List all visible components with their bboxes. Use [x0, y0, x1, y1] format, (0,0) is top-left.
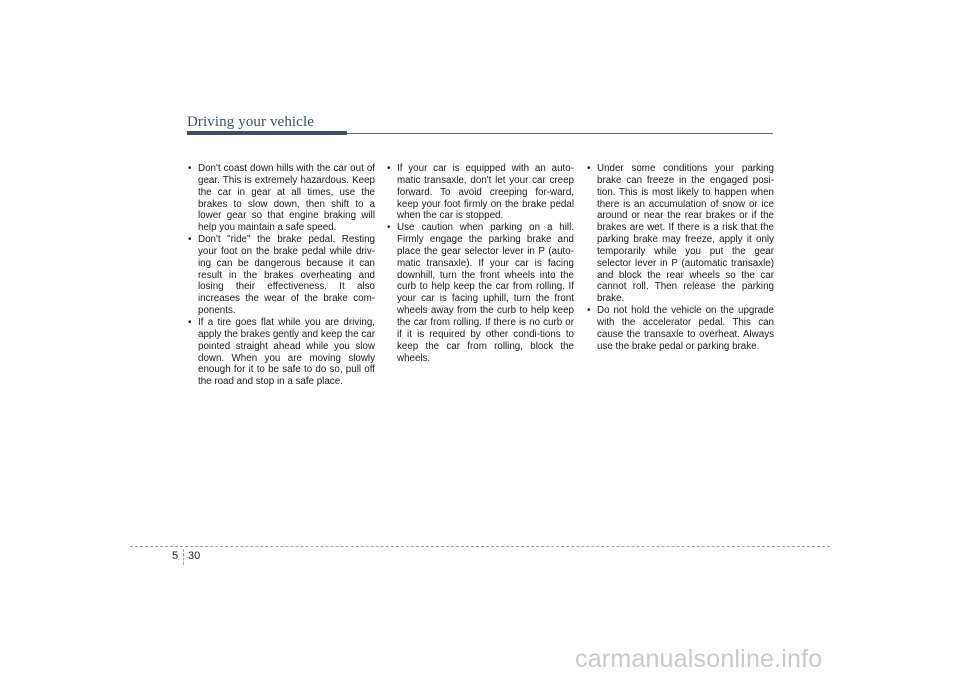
- list-item-text: Do not hold the vehicle on the upgrade with the accelerator pedal. This can cause the transaxle to overheat. Always use the brake pedal or parking brake.: [597, 305, 774, 352]
- header-accent-bar: [187, 131, 347, 135]
- bullet-icon: •: [587, 163, 591, 174]
- list-item: [386, 222, 574, 364]
- list-item-text: If your car is equipped with an auto-matic transaxle, don't let your car creep forward. To avoid creeping for-ward, keep your foot firmly on the brake pedal when the car is stopped.: [397, 163, 574, 222]
- list-item-text: Don't coast down hills with the car out of gear. This is extremely hazardous. Keep the car in gear at all times, use the brakes to slow down, then shift to a lower gear so that engine braking will help you maintain a safe speed.: [198, 163, 375, 234]
- list-item: [187, 234, 375, 317]
- text-column-2: [386, 163, 574, 364]
- bullet-icon: •: [387, 222, 391, 234]
- chapter-number: 5: [172, 550, 179, 562]
- page-number: 30: [188, 550, 201, 562]
- bullet-icon: •: [188, 234, 192, 246]
- text-column-3: [586, 163, 774, 353]
- list-item: [586, 305, 774, 352]
- list-item-text: If a tire goes flat while you are driving, apply the brakes gently and keep the car pointed straight ahead while you slow down. When you are moving slowly enough for it to be safe to do so, pull off the road and stop in a safe place.: [198, 316, 375, 388]
- watermark-text: carmanualsonline.info: [575, 645, 823, 673]
- list-item: [386, 163, 574, 222]
- list-item-text: Don't "ride" the brake pedal. Resting your foot on the brake pedal while driv-ing can be dangerous because it can result in the brakes overheating and losing their effectiveness. It also increases the wear of the brake com-ponents.: [198, 234, 375, 317]
- bullet-list: [586, 163, 774, 353]
- footer-divider: [183, 549, 184, 565]
- bullet-icon: •: [188, 163, 192, 174]
- list-item: [586, 163, 774, 305]
- footer-rule: [130, 546, 830, 547]
- list-item-text: Use caution when parking on a hill. Firmly engage the parking brake and place the gear selector lever in P (auto-matic transaxle). If your car is facing downhill, turn the front wheels into the curb to help keep the car from rolling. If your car is facing uphill, turn the front wheels away from the curb to help keep the car from rolling. If there is no curb or if it is required by other condi-tions to keep the car from rolling, block the wheels.: [397, 222, 574, 364]
- bullet-icon: •: [587, 305, 591, 317]
- bullet-icon: •: [188, 316, 192, 328]
- bullet-list: [187, 163, 375, 388]
- list-item: [187, 317, 375, 388]
- list-item: [187, 163, 375, 234]
- bullet-list: [386, 163, 574, 364]
- list-item-text: Under some conditions your parking brake can freeze in the engaged posi-tion. This is most likely to happen when there is an accumulation of snow or ice around or near the rear brakes or if the brakes are wet. If there is a risk that the parking brake may freeze, apply it only temporarily while you put the gear selector lever in P (automatic transaxle) and block the rear wheels so the car cannot roll. Then release the parking brake.: [597, 163, 774, 305]
- text-column-1: [187, 163, 375, 388]
- bullet-icon: •: [387, 163, 391, 174]
- section-title: Driving your vehicle: [187, 114, 314, 130]
